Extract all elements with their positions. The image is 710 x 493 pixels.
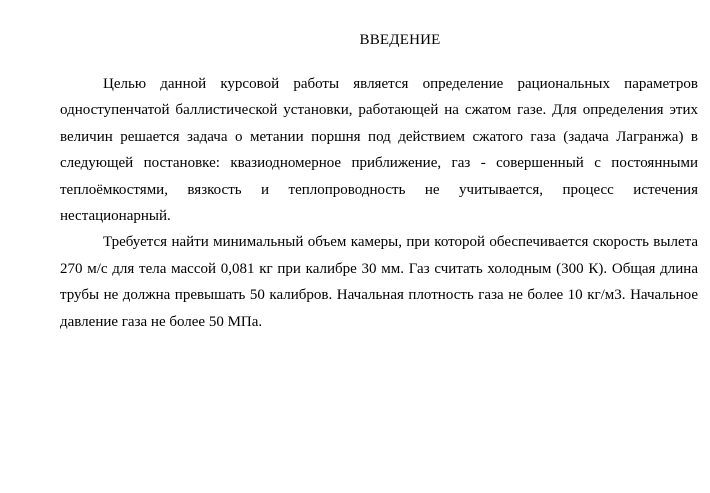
paragraph-purpose: Целью данной курсовой работы является определение рациональных параметров одноступенчатой баллистической установки, работающей на сжатом газе. Для определения этих величин решается задача о метании поршня под действием сжатого газа (задача Лагранжа) в следующей постановке: квазиодномерное приближение, газ - совершенный с постоянными теплоёмкостями, вязкость и теплопроводность не учитывается, процесс истечения нестационарный. (60, 76, 698, 225)
body-text (60, 71, 698, 335)
paragraph-requirements: Требуется найти минимальный объем камеры, при которой обеспечивается скорость вылета 270 м/с для тела массой 0,081 кг при калибре 30 мм. Газ считать холодным (300 К). Общая длина трубы не должна превышать 50 калибров. Начальная плотность газа не более 10 кг/м3. Начальное давление газа не более 50 МПа. (60, 234, 698, 330)
section-title: ВВЕДЕНИЕ (359, 32, 441, 48)
